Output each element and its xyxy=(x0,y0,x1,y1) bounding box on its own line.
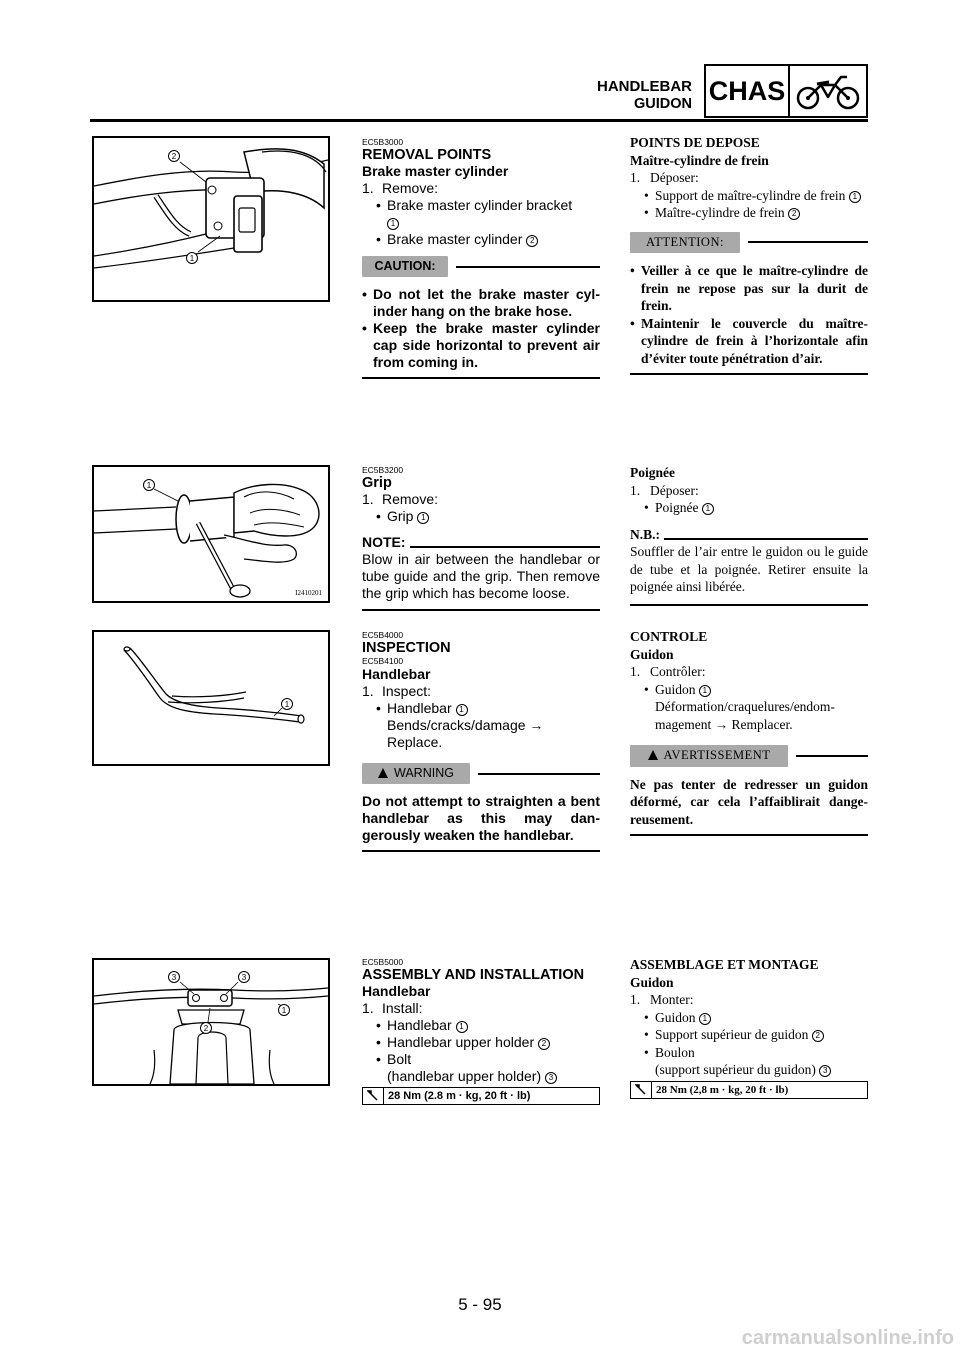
list-item: • Support de maître-cylindre de frein 1 xyxy=(644,187,868,205)
section-heading-fr: Poignée xyxy=(630,465,675,480)
figure-grip xyxy=(92,465,330,603)
step: 1. Déposer: xyxy=(630,482,699,498)
list-item: • Handlebar 1 Bends/cracks/damage → Replace. xyxy=(376,700,544,750)
section-heading-fr: CONTROLE xyxy=(630,629,708,644)
section-code: EC5B4000 xyxy=(362,630,404,640)
svg-text:3: 3 xyxy=(171,973,177,982)
page-number: 5 - 95 xyxy=(458,1295,502,1314)
figure-brake-master-cylinder xyxy=(92,136,330,302)
section-heading-fr: POINTS DE DEPOSE xyxy=(630,135,760,150)
figure-handlebar-install xyxy=(92,958,330,1086)
step: 1. Contrôler: xyxy=(630,664,706,679)
list-item: • Brake master cylinder 2 xyxy=(376,231,600,248)
warning-text: Do not attempt to straighten a bent handlebar as this may dan-gerously weaken the handlebar. xyxy=(362,793,600,843)
caution-item: • Keep the brake master cylinder cap side horizontal to prevent air from coming in. xyxy=(362,320,600,370)
list-item: • Guidon 1 xyxy=(644,1009,868,1027)
watermark: carmanualsonline.info xyxy=(741,1327,954,1349)
list-item: • Bolt (handlebar upper holder) 3 xyxy=(376,1051,600,1085)
warning-header-fr: AVERTISSEMENT xyxy=(630,745,868,767)
assembly-en xyxy=(362,957,600,1105)
section-code: EC5B5000 xyxy=(362,957,404,967)
list-item: • Handlebar 1 xyxy=(376,1017,600,1034)
section-code: EC5B3000 xyxy=(362,137,404,147)
step: 1. Remove: xyxy=(362,491,439,507)
list-item: • Brake master cylinder bracket 1 xyxy=(376,197,573,228)
section-badge-text: CHAS xyxy=(706,66,790,116)
svg-text:1: 1 xyxy=(189,254,195,263)
note-text-fr: Souffler de l’air entre le guidon ou le guide de tube et la poignée. Retirer ensuite la poignée ainsi libérée. xyxy=(630,544,868,594)
header-title-en: HANDLEBAR xyxy=(597,78,692,95)
inspection-fr xyxy=(630,628,868,836)
step: 1. Install: xyxy=(362,1000,423,1016)
svg-text:3: 3 xyxy=(241,973,247,982)
caution-header-fr: ATTENTION: xyxy=(630,232,868,254)
torque-value: 28 Nm (2,8 m · kg, 20 ft · lb) xyxy=(656,1083,789,1096)
section-heading: ASSEMBLY AND INSTALLATION xyxy=(362,967,585,983)
list-item: • Support supérieur de guidon 2 xyxy=(644,1026,868,1044)
torque-wrench-icon xyxy=(631,1082,652,1098)
svg-text:2: 2 xyxy=(203,1024,209,1033)
section-heading: Grip xyxy=(362,475,392,491)
caution-item: • Veiller à ce que le maître-cylindre de frein ne repose pas sur la durit de frein. xyxy=(630,263,868,313)
step: 1. Inspect: xyxy=(362,683,432,699)
section-code: EC5B3200 xyxy=(362,465,404,475)
warning-text-fr: Ne pas tenter de redresser un guidon déformé, car cela l’affaiblirait dange-reusement. xyxy=(630,776,868,827)
section-subheading-fr: Maître-cylindre de frein xyxy=(630,152,769,168)
svg-text:1: 1 xyxy=(284,700,290,709)
svg-text:1: 1 xyxy=(146,481,152,490)
torque-spec xyxy=(362,1087,600,1105)
torque-spec xyxy=(630,1081,868,1099)
warning-end-rule xyxy=(362,850,600,852)
caution-end-rule xyxy=(630,373,868,375)
warning-icon xyxy=(648,750,658,760)
list-item: • Boulon (support supérieur du guidon) 3 xyxy=(644,1044,868,1079)
note-header-fr: N.B.: xyxy=(630,526,868,544)
step: 1. Remove: xyxy=(362,180,439,196)
section-heading-fr: ASSEMBLAGE ET MONTAGE xyxy=(630,957,819,972)
list-item: • Poignée 1 xyxy=(644,499,868,517)
removal-fr xyxy=(630,134,868,375)
warning-header: WARNING xyxy=(362,763,600,784)
header-title-fr: GUIDON xyxy=(634,96,692,112)
grip-en xyxy=(362,465,600,611)
removal-en xyxy=(362,137,600,379)
list-item: • Grip 1 xyxy=(376,508,600,525)
figure-handlebar xyxy=(92,630,330,766)
assembly-fr xyxy=(630,956,868,1099)
note-end-rule xyxy=(362,609,600,611)
section-subheading: Handlebar xyxy=(362,666,431,682)
list-item: • Maître-cylindre de frein 2 xyxy=(644,204,868,222)
grip-fr xyxy=(630,464,868,606)
svg-text:2: 2 xyxy=(171,152,177,161)
svg-text:1: 1 xyxy=(281,1006,287,1015)
list-item: • Handlebar upper holder 2 xyxy=(376,1034,600,1051)
warning-end-rule xyxy=(630,834,868,836)
section-subheading: Brake master cylinder xyxy=(362,163,509,179)
torque-value: 28 Nm (2.8 m · kg, 20 ft · lb) xyxy=(388,1090,531,1102)
section-badge xyxy=(704,64,868,118)
caution-item: • Do not let the brake master cyl-inder hang on the brake hose. xyxy=(362,286,600,319)
caution-header: CAUTION: xyxy=(362,256,600,277)
note-text: Blow in air between the handlebar or tube guide and the grip. Then remove the grip which has become loose. xyxy=(362,551,600,601)
motorcycle-icon xyxy=(790,66,866,116)
caution-end-rule xyxy=(362,377,600,379)
torque-wrench-icon xyxy=(363,1088,384,1104)
subsection-code: EC5B4100 xyxy=(362,656,404,666)
step: 1. Monter: xyxy=(630,992,694,1007)
section-heading: INSPECTION xyxy=(362,640,451,656)
section-subheading: Handlebar xyxy=(362,983,431,999)
inspection-en xyxy=(362,630,600,852)
list-item: • Guidon 1 Déformation/craquelures/endom-magement → Remplacer. xyxy=(644,681,835,732)
warning-icon xyxy=(378,768,388,778)
section-subheading-fr: Guidon xyxy=(630,974,674,990)
section-subheading-fr: Guidon xyxy=(630,646,674,662)
header-rule xyxy=(90,119,868,122)
figure-code: I2410201 xyxy=(295,589,322,597)
note-header: NOTE: xyxy=(362,534,600,551)
note-end-rule xyxy=(630,604,868,606)
caution-item: • Maintenir le couvercle du maître-cylindre de frein à l’horizontale afin d’éviter toute pénétration d’air. xyxy=(630,315,868,366)
step: 1. Déposer: xyxy=(630,170,699,185)
section-heading: REMOVAL POINTS xyxy=(362,147,492,163)
